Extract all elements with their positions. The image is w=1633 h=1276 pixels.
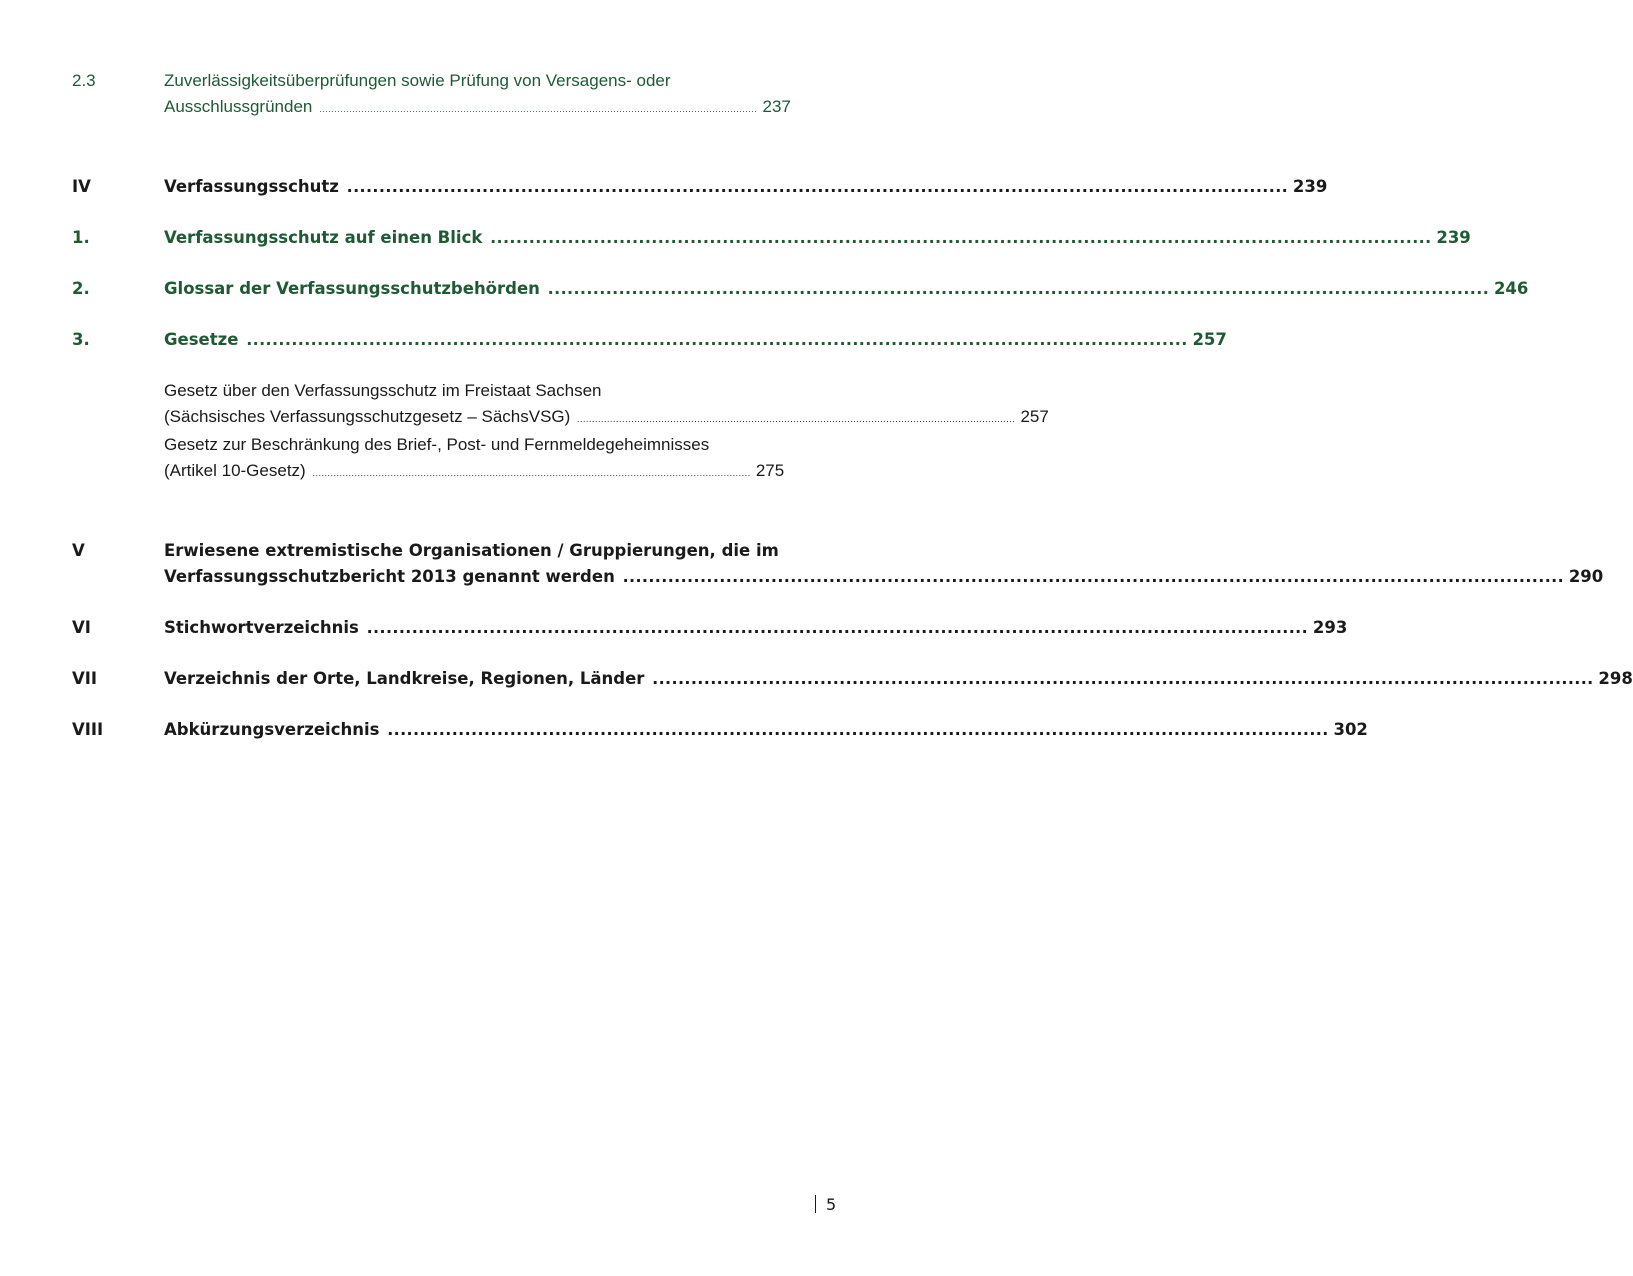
toc-number: VIII [72, 720, 104, 739]
toc-page-number: 239 [1292, 177, 1328, 196]
dot-leader [367, 618, 1306, 637]
toc-number: VII [72, 669, 98, 688]
toc-title: Stichwortverzeichnis [164, 618, 359, 637]
dot-leader [490, 228, 1429, 247]
toc-page-number: 302 [1333, 720, 1368, 739]
toc-entry-law-g10[interactable] [72, 432, 836, 486]
toc-title-line: Erwiesene extremistische Organisationen / Gruppierungen, die im [164, 541, 779, 560]
toc-title: Verfassungsschutz auf einen Blick [164, 228, 483, 247]
toc-title-line: Verfassungsschutzbericht 2013 genannt werden [164, 567, 615, 586]
toc-page-number: 275 [755, 461, 785, 480]
toc-title: Verfassungsschutz [164, 177, 339, 196]
toc-entry-iv-1[interactable] [72, 225, 1471, 251]
footer-page-number: 5 [826, 1195, 837, 1214]
toc-page-number: 246 [1493, 279, 1529, 298]
toc-number: V [72, 541, 85, 560]
dot-leader [652, 669, 1591, 688]
toc-title-line: Ausschlussgründen [164, 97, 313, 116]
toc-title-line: (Artikel 10-Gesetz) [164, 461, 306, 480]
toc-title-line: (Sächsisches Verfassungsschutzgesetz – SächsVSG) [164, 407, 571, 426]
toc-number: 2. [72, 279, 90, 298]
toc-entry-iv-3[interactable] [72, 327, 1227, 353]
toc-page-number: 239 [1436, 228, 1471, 247]
dot-leader [577, 414, 1014, 424]
toc-entry-vi[interactable] [72, 615, 1348, 641]
toc-number: 1. [72, 228, 90, 247]
toc-title-line: Gesetz zur Beschränkung des Brief-, Post- und Fernmeldegeheimnisses [164, 435, 710, 454]
toc-page-number: 298 [1598, 669, 1633, 688]
dot-leader [312, 468, 749, 478]
toc-entry-viii[interactable] [72, 717, 1368, 743]
dot-leader [319, 104, 756, 114]
footer-divider [815, 1195, 816, 1213]
toc-page-number: 293 [1312, 618, 1348, 637]
toc-title: Gesetze [164, 330, 239, 349]
toc-number: IV [72, 177, 91, 196]
toc-number: 2.3 [72, 71, 96, 90]
toc-number: VI [72, 618, 91, 637]
toc-number: 3. [72, 330, 90, 349]
toc-title-line: Zuverlässigkeitsüberprüfungen sowie Prüfung von Versagens- oder [164, 71, 671, 90]
toc-title-line: Gesetz über den Verfassungsschutz im Freistaat Sachsen [164, 381, 602, 400]
toc-title: Verzeichnis der Orte, Landkreise, Regionen, Länder [164, 669, 645, 688]
toc-page-number: 257 [1020, 407, 1049, 426]
dot-leader [623, 567, 1562, 586]
toc-entry-law-saechsvsg[interactable] [72, 378, 1049, 432]
dot-leader [246, 330, 1185, 349]
toc-page-number: 290 [1568, 567, 1604, 586]
page-footer [815, 1195, 836, 1214]
toc-entry-2-3[interactable] [72, 68, 836, 122]
dot-leader [347, 177, 1286, 196]
dot-leader [548, 279, 1487, 298]
toc-entry-v[interactable] [72, 538, 1604, 590]
toc-title: Abkürzungsverzeichnis [164, 720, 380, 739]
toc-entry-iv[interactable] [72, 174, 1328, 200]
toc-entry-iv-2[interactable] [72, 276, 1529, 302]
table-of-contents [72, 68, 1633, 743]
toc-page-number: 237 [762, 97, 791, 116]
toc-title: Glossar der Verfassungsschutzbehörden [164, 279, 540, 298]
dot-leader [387, 720, 1326, 739]
toc-page-number: 257 [1192, 330, 1227, 349]
toc-entry-vii[interactable] [72, 666, 1633, 692]
